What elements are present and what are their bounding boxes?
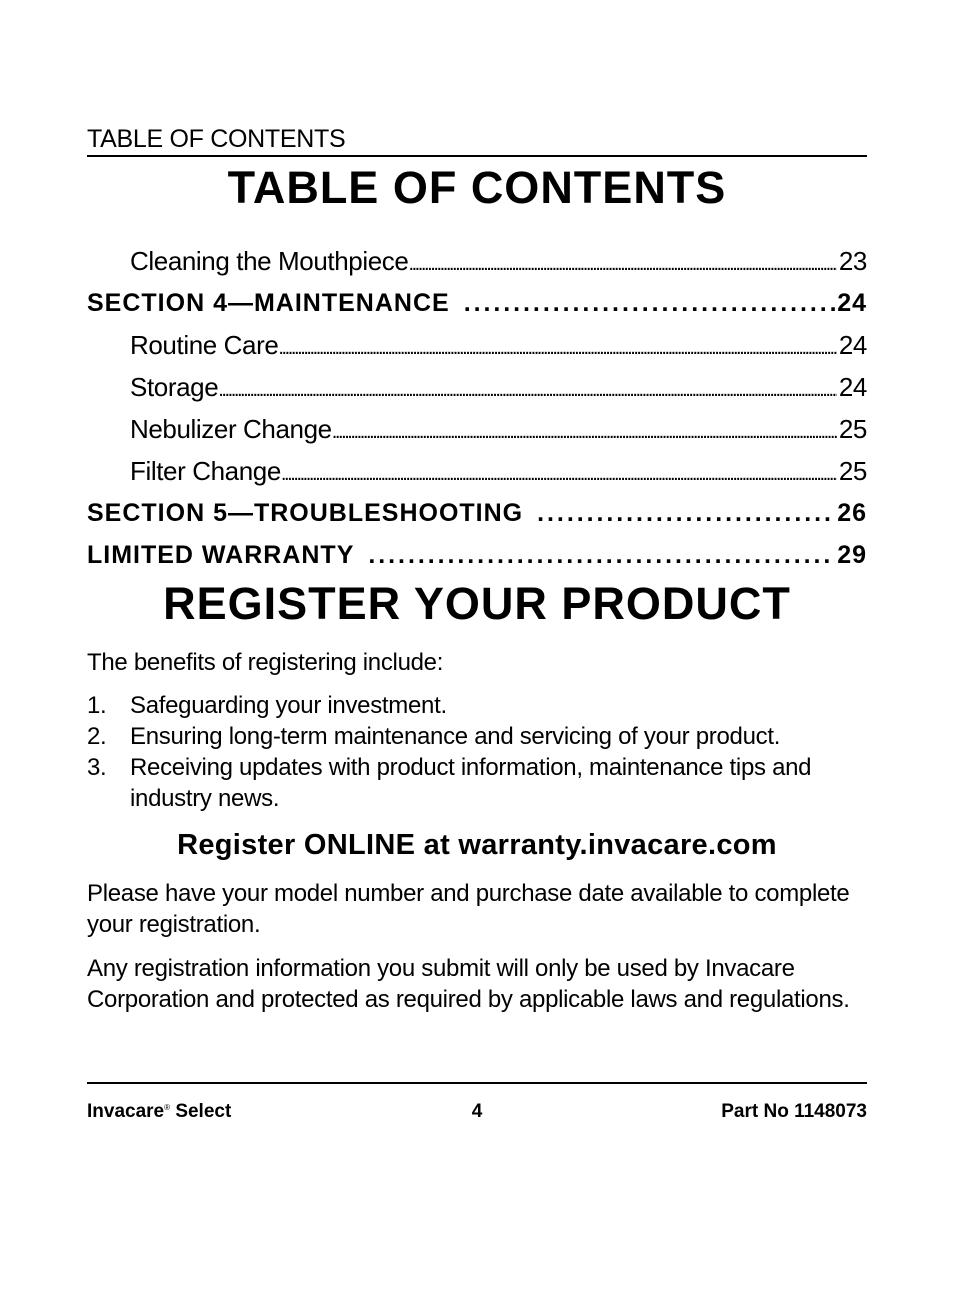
list-item-number: 3. [87,754,107,781]
list-item [87,752,867,814]
list-item [87,690,867,721]
toc-entry-page: 25 [838,456,867,486]
toc-entry-label: Filter Change [130,456,281,486]
toc-entry-label: LIMITED WARRANTY [87,541,355,569]
toc-entry-page: 23 [838,246,867,276]
registered-mark: ® [164,1103,171,1112]
toc-leader-dots [281,450,837,492]
list-item-number: 2. [87,723,107,750]
table-of-contents [87,240,867,576]
toc-leader-dots [368,534,835,576]
toc-entry-label: Storage [130,372,219,402]
toc-entry-page: 24 [838,330,867,360]
footer-product-name: Select [175,1101,232,1122]
list-item [87,721,867,752]
toc-title: TABLE OF CONTENTS [227,162,727,213]
toc-leader-dots [218,366,837,408]
footer-brand: Invacare [87,1101,165,1122]
benefits-list [87,690,867,814]
list-item-text: Safeguarding your investment. [130,692,447,719]
toc-entry-label: SECTION 4—MAINTENANCE [87,289,450,317]
register-intro: The benefits of registering include: [87,649,444,676]
toc-entry[interactable] [87,240,867,282]
toc-entry[interactable] [87,492,867,534]
toc-entry-label: Cleaning the Mouthpiece [130,246,409,276]
toc-entry[interactable] [87,366,867,408]
toc-leader-dots [408,240,836,282]
list-item-text: Receiving updates with product information, maintenance tips and industry news. [130,754,812,812]
register-title: REGISTER YOUR PRODUCT [163,578,791,629]
toc-entry-page: 26 [837,499,867,527]
toc-leader-dots [537,492,835,534]
footer-page-number: 4 [471,1101,483,1122]
footer-divider [87,1082,867,1084]
toc-entry-label: SECTION 5—TROUBLESHOOTING [87,499,524,527]
toc-entry-page: 25 [838,414,867,444]
register-online-link[interactable]: Register ONLINE at warranty.invacare.com [177,829,777,861]
footer-part-number: Part No 1148073 [721,1101,867,1122]
toc-entry-label: Routine Care [130,330,279,360]
list-item-text: Ensuring long-term maintenance and servicing of your product. [130,723,781,750]
toc-entry[interactable] [87,282,867,324]
toc-leader-dots [278,324,836,366]
running-header: TABLE OF CONTENTS [87,124,867,157]
registration-instructions: Please have your model number and purchase date available to complete your registration. [87,880,850,938]
toc-entry[interactable] [87,450,867,492]
toc-entry-page: 29 [837,541,867,569]
toc-entry-page: 24 [838,372,867,402]
toc-leader-dots [332,408,837,450]
toc-entry[interactable] [87,408,867,450]
toc-entry-label: Nebulizer Change [130,414,332,444]
toc-entry[interactable] [87,534,867,576]
toc-entry-page: 24 [837,289,867,317]
toc-entry[interactable] [87,324,867,366]
list-item-number: 1. [87,692,107,719]
toc-leader-dots [464,282,836,324]
privacy-statement: Any registration information you submit will only be used by Invacare Corporation and protected as required by applicable laws and regulations. [87,955,850,1013]
